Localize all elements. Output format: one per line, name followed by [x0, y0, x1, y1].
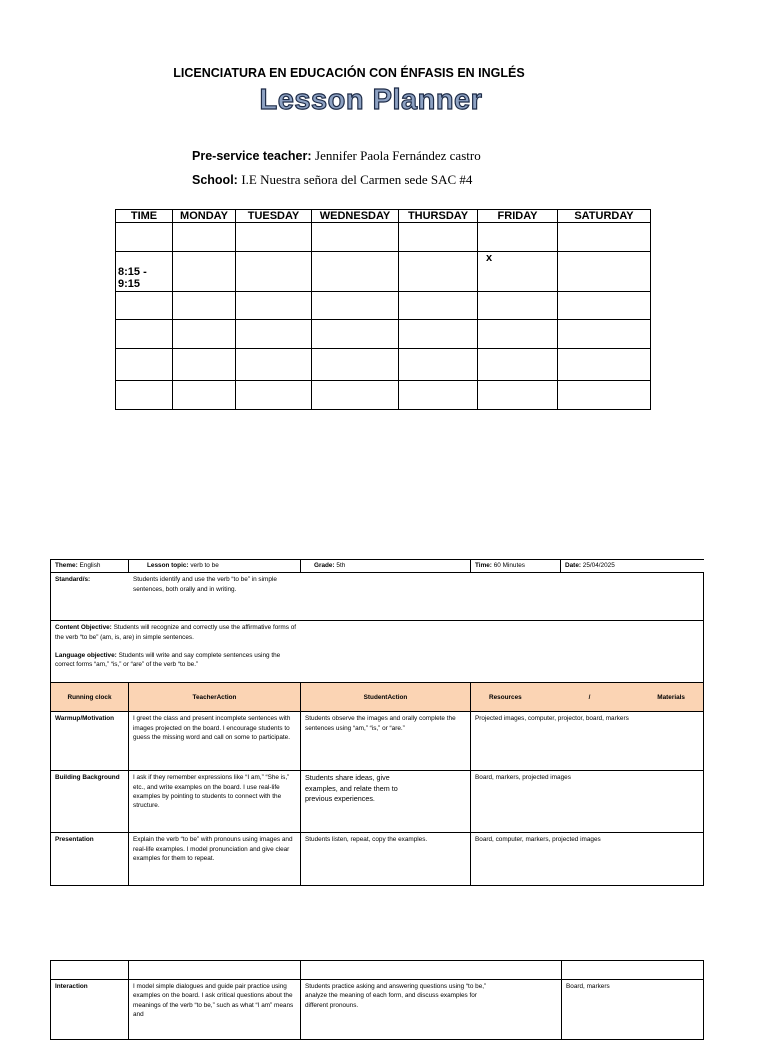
schedule-cell	[558, 223, 651, 252]
schedule-header-row	[116, 210, 651, 223]
content-objective	[55, 623, 300, 642]
schedule-cell	[558, 292, 651, 320]
time-cell	[471, 560, 561, 573]
topic-label: Lesson topic:	[147, 562, 189, 569]
schedule-row	[116, 252, 651, 292]
grade-cell	[301, 560, 471, 573]
grade-label: Grade:	[314, 562, 335, 569]
schedule-row	[116, 320, 651, 349]
date-value: 25/04/2025	[582, 562, 615, 569]
schedule-cell	[399, 292, 478, 320]
schedule-cell	[312, 349, 399, 381]
schedule-cell	[116, 292, 173, 320]
schedule-cell: x	[478, 252, 558, 292]
stage-header-row	[51, 683, 704, 712]
schedule-cell	[173, 349, 236, 381]
standards-row	[51, 573, 704, 621]
standards-label: Standard/s:	[55, 576, 91, 584]
objectives-cell	[51, 621, 704, 683]
topic-cell	[129, 560, 301, 573]
lesson-plan-table	[50, 559, 704, 886]
student-action: Students share ideas, give examples, and relate them to previous experiences.	[301, 771, 471, 833]
lesson-planner-title: Lesson Planner	[259, 84, 483, 116]
resources-label: Resources	[489, 693, 522, 701]
schedule-table	[115, 209, 651, 410]
resources-slash: /	[588, 693, 591, 701]
standards-cell	[51, 573, 704, 621]
time-value: 60 Minutes	[493, 562, 525, 569]
schedule-cell	[173, 381, 236, 410]
schedule-row	[116, 292, 651, 320]
language-objective	[55, 651, 300, 670]
schedule-cell	[173, 320, 236, 349]
schedule-cell	[173, 292, 236, 320]
schedule-cell	[478, 349, 558, 381]
schedule-cell	[478, 381, 558, 410]
teacher-action: I greet the class and present incomplete sentences with images projected on the board. I encourage students to guess the missing word and call on some to participate.	[129, 712, 301, 771]
standards-text: Students identify and use the verb “to be” in simple sentences, both orally and in writing.	[133, 576, 277, 593]
blank-row	[51, 961, 704, 980]
objectives-row	[51, 621, 704, 683]
school-label: School:	[192, 173, 238, 187]
schedule-col-header: FRIDAY	[478, 210, 558, 223]
stage-row	[51, 980, 704, 1040]
lesson-plan-table-continued	[50, 960, 704, 1040]
blank-cell	[51, 961, 129, 980]
schedule-cell	[236, 349, 312, 381]
schedule-cell	[312, 223, 399, 252]
teacher-action: I ask if they remember expressions like “I am,” “She is,” etc., and write examples on the board. I use real-life examples by pointing to students to connect with the structure.	[129, 771, 301, 833]
teacher-line	[192, 148, 481, 164]
schedule-cell	[478, 223, 558, 252]
schedule-row	[116, 349, 651, 381]
running-clock-header: Running clock	[51, 683, 129, 712]
resources-materials: Board, markers, projected images	[471, 771, 704, 833]
teacher-action: I model simple dialogues and guide pair practice using examples on the board. I ask critical questions about the meanings of the verb “to be,” such as what “I am” means and	[129, 980, 301, 1040]
schedule-cell	[558, 381, 651, 410]
stage-name: Presentation	[51, 833, 129, 886]
date-label: Date:	[565, 562, 581, 569]
schedule-cell	[558, 349, 651, 381]
content-objective-label: Content Objective:	[55, 624, 112, 632]
schedule-cell	[236, 252, 312, 292]
blank-cell	[129, 961, 301, 980]
lesson-info-row	[51, 560, 704, 573]
teacher-action: Explain the verb “to be” with pronouns using images and real-life examples. I model pronunciation and give clear examples for them to repeat.	[129, 833, 301, 886]
stage-name: Warmup/Motivation	[51, 712, 129, 771]
schedule-col-header: TUESDAY	[236, 210, 312, 223]
resources-materials: Projected images, computer, projector, board, markers	[471, 712, 704, 771]
student-action-header: StudentAction	[301, 683, 471, 712]
schedule-cell	[116, 381, 173, 410]
school-line	[192, 172, 472, 188]
student-action: Students practice asking and answering questions using “to be,” analyze the meaning of each form, and discuss examples for different pronouns.	[301, 980, 562, 1040]
schedule-row	[116, 223, 651, 252]
schedule-cell	[558, 320, 651, 349]
stage-name: Building Background	[51, 771, 129, 833]
schedule-cell	[236, 292, 312, 320]
date-cell	[561, 560, 704, 573]
content-objective-text: Students will recognize and correctly use the affirmative forms of the verb “to be” (am, is, are) in simple sentences.	[55, 624, 297, 641]
schedule-cell	[399, 349, 478, 381]
teacher-label: Pre-service teacher:	[192, 149, 312, 163]
resources-materials: Board, computer, markers, projected images	[471, 833, 704, 886]
stage-row	[51, 833, 704, 886]
schedule-col-header: WEDNESDAY	[312, 210, 399, 223]
schedule-cell	[173, 223, 236, 252]
university-heading: LICENCIATURA EN EDUCACIÓN CON ÉNFASIS EN INGLÉS	[173, 66, 525, 80]
stage-row	[51, 771, 704, 833]
schedule-cell	[173, 252, 236, 292]
schedule-cell	[236, 381, 312, 410]
topic-value: verb to be	[190, 562, 219, 569]
time-label: Time:	[475, 562, 492, 569]
theme-value: English	[79, 562, 101, 569]
theme-cell	[51, 560, 129, 573]
schedule-cell	[312, 292, 399, 320]
schedule-cell	[312, 320, 399, 349]
resources-materials: Board, markers	[562, 980, 704, 1040]
schedule-cell	[236, 320, 312, 349]
schedule-cell	[116, 349, 173, 381]
schedule-col-header: TIME	[116, 210, 173, 223]
schedule-row	[116, 381, 651, 410]
teacher-value: Jennifer Paola Fernández castro	[315, 148, 481, 163]
schedule-cell	[312, 381, 399, 410]
schedule-cell	[399, 223, 478, 252]
teacher-action-header: TeacherAction	[129, 683, 301, 712]
schedule-col-header: SATURDAY	[558, 210, 651, 223]
schedule-cell	[399, 252, 478, 292]
schedule-cell	[478, 292, 558, 320]
schedule-cell	[116, 320, 173, 349]
materials-label: Materials	[657, 693, 685, 701]
schedule-cell	[478, 320, 558, 349]
schedule-cell	[116, 223, 173, 252]
schedule-cell	[399, 381, 478, 410]
schedule-cell	[236, 223, 312, 252]
schedule-cell: 8:15 - 9:15	[116, 252, 173, 292]
blank-cell	[301, 961, 562, 980]
schedule-col-header: THURSDAY	[399, 210, 478, 223]
student-action: Students observe the images and orally complete the sentences using “am,” “is,” or “are.”	[301, 712, 471, 771]
blank-cell	[562, 961, 704, 980]
schedule-cell	[399, 320, 478, 349]
schedule-col-header: MONDAY	[173, 210, 236, 223]
grade-value: 5th	[336, 562, 346, 569]
stage-name: Interaction	[51, 980, 129, 1040]
student-action: Students listen, repeat, copy the examples.	[301, 833, 471, 886]
theme-label: Theme:	[55, 562, 78, 569]
language-objective-text: Students will write and say complete sentences using the correct forms “am,” “is,” or “are” of the verb “to be.”	[55, 651, 281, 669]
resources-header	[471, 683, 704, 712]
language-objective-label: Language objective:	[55, 651, 117, 659]
stage-row	[51, 712, 704, 771]
schedule-cell	[558, 252, 651, 292]
school-value: I.E Nuestra señora del Carmen sede SAC #4	[241, 172, 473, 187]
schedule-cell	[312, 252, 399, 292]
